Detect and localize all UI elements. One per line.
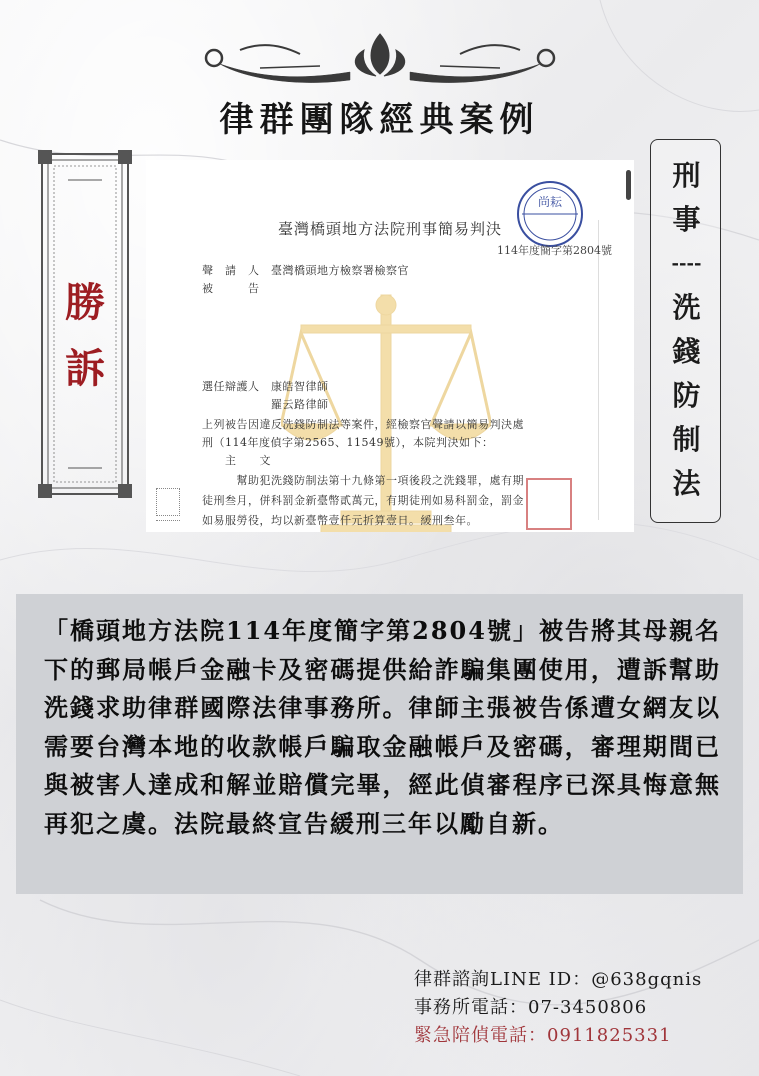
win-char-1: 勝: [65, 279, 105, 326]
case-summary-box: [16, 594, 743, 894]
red-stamp-icon: [526, 478, 572, 530]
seal-text: 尚耘: [537, 195, 563, 209]
judgment-court-title: 臺灣橋頭地方法院刑事簡易判決: [277, 220, 502, 238]
judgment-line: 幫助犯洗錢防制法第十九條第一項後段之洗錢罪，處有期: [202, 474, 524, 487]
lotus-ornament-icon: [200, 28, 560, 98]
category-divider: ----: [671, 253, 702, 274]
office-phone-text: 事務所電話：07-3450806: [414, 997, 648, 1018]
judgment-line: 被 告: [202, 282, 260, 295]
category-char: 制: [672, 423, 701, 456]
image-scrollbar[interactable]: [626, 170, 631, 200]
emergency-phone-text: 緊急陪偵電話：0911825331: [414, 1025, 672, 1046]
category-char: 洗: [672, 291, 701, 324]
judgment-line: 上列被告因違反洗錢防制法等案件，經檢察官聲請以簡易判決處: [202, 418, 524, 431]
win-char-2: 訴: [65, 345, 105, 392]
judgment-case-number: 114年度簡字第2804號: [497, 244, 612, 257]
page-title: 律群團隊經典案例: [219, 100, 540, 140]
document-margin-ruler: [598, 220, 612, 520]
judgment-line: 刑（114年度偵字第2565、11549號），本院判決如下：: [202, 436, 494, 449]
court-seal-icon: [514, 178, 586, 250]
judgment-line: 選任辯護人 康皓智律師: [202, 380, 329, 393]
judgment-line: 聲 請 人 臺灣橋頭地方檢察署檢察官: [202, 264, 409, 277]
line-id-text: 律群諮詢LINE ID：@638gqnis: [414, 969, 703, 990]
judgment-document-image: [146, 160, 634, 532]
win-badge: [38, 150, 132, 498]
document-placeholder-box: [156, 488, 180, 516]
category-char: 防: [672, 379, 701, 412]
judgment-line: 主 文: [202, 454, 271, 467]
contact-info: [414, 966, 702, 1050]
judgment-line: 徒刑叁月，併科罰金新臺幣貳萬元，有期徒刑如易科罰金，罰金: [202, 494, 524, 507]
category-char: 刑: [672, 159, 701, 192]
judgment-line: 羅云路律師: [202, 398, 329, 411]
category-char: 事: [672, 203, 701, 236]
category-char: 錢: [672, 335, 701, 368]
case-summary-text: 「橋頭地方法院114年度簡字第2804號」被告將其母親名下的郵局帳戶金融卡及密碼提供給詐騙集團使用，遭訴幫助洗錢求助律群國際法律事務所。律師主張被告係遭女網友以需要台灣本地的收款帳戶騙取金融帳戶及密碼，審理期間已與被害人達成和解並賠償完畢，經此偵審程序已深具悔意無再犯之虞。法院最終宣告緩刑三年以勵自新。: [44, 616, 721, 838]
category-char: 法: [672, 467, 701, 500]
judgment-line: 如易服勞役，均以新臺幣壹仟元折算壹日。緩刑叁年。: [202, 514, 478, 527]
case-category-tag: [650, 139, 721, 523]
document-placeholder-line: [156, 520, 180, 530]
